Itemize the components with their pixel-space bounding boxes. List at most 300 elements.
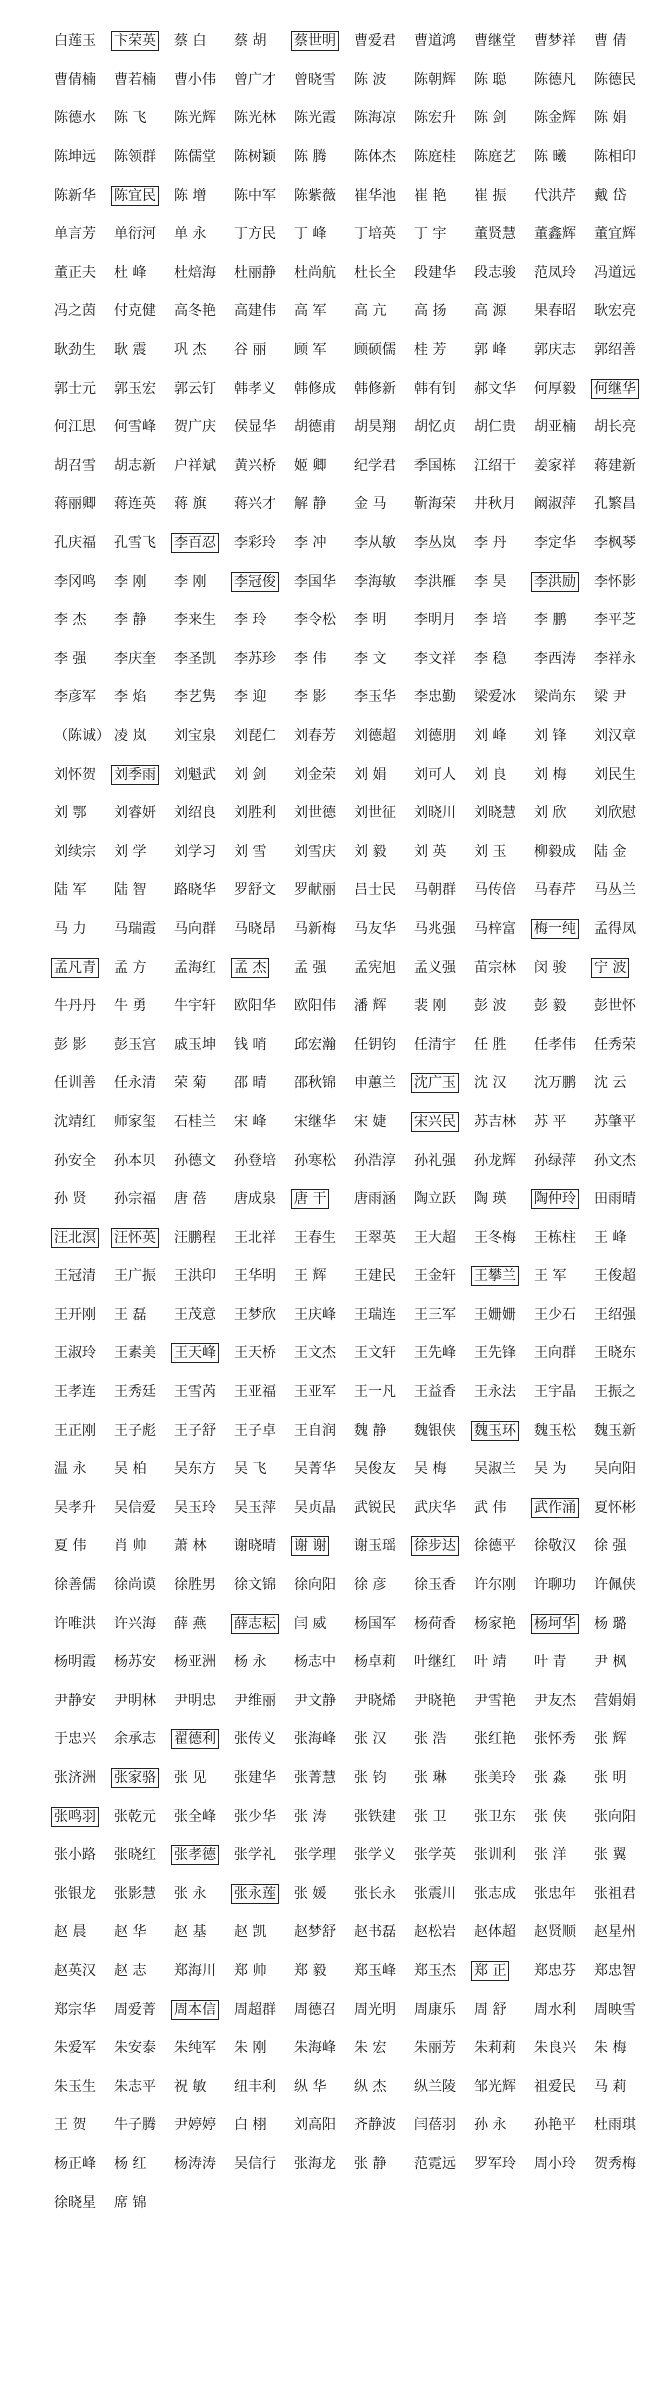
name-text: 宋 婕 [354,1113,387,1130]
name-text: 朱莉莉 [474,2040,516,2057]
name-text: 邵 晴 [234,1075,267,1092]
name-cell [174,997,234,1015]
name-cell [234,2078,294,2096]
name-cell [534,2155,594,2173]
name-text: 欧阳华 [234,998,276,1015]
name-cell [354,688,414,706]
name-cell [474,1730,534,1748]
name-text: 翟德利 [171,1729,219,1749]
name-row [54,562,653,601]
name-text: 王 峰 [594,1229,627,1246]
name-cell [54,2001,114,2019]
name-text: 张全峰 [174,1808,216,1825]
name-text: 李 刚 [174,573,207,590]
name-text: 魏 静 [354,1422,387,1439]
name-text: 王一凡 [354,1384,396,1401]
name-row [54,1296,653,1335]
name-text: 牛丹丹 [54,998,96,1015]
name-text: 何厚毅 [534,380,576,397]
name-cell [294,1306,354,1324]
name-text: 沈 汉 [474,1075,507,1092]
name-text: 刘 玉 [474,843,507,860]
name-cell [294,804,354,822]
name-text: 谢 谢 [291,1536,329,1556]
name-cell [174,2155,234,2173]
name-text: 王向群 [534,1345,576,1362]
boxed-name-cell [234,573,294,591]
name-text: 马瑞霞 [114,920,156,937]
name-cell [414,1383,474,1401]
name-row [54,99,653,138]
name-text: 吴孝升 [54,1499,96,1516]
name-text: 曹 倩 [594,33,627,50]
name-cell [414,148,474,166]
name-text: 张 辉 [594,1731,627,1748]
name-text: 彭世怀 [594,998,636,1015]
name-text: 张 永 [174,1885,207,1902]
name-cell [234,1074,294,1092]
name-cell [114,881,174,899]
name-cell [234,1576,294,1594]
name-text: 谷 丽 [234,342,267,359]
name-cell [414,1769,474,1787]
name-cell [474,804,534,822]
name-text: 解 静 [294,496,327,513]
name-cell [174,1769,234,1787]
name-cell [594,1537,654,1555]
name-text: 郭玉宏 [114,380,156,397]
name-cell [354,1190,414,1208]
name-text: 营娟娟 [594,1692,636,1709]
name-text: 沈 云 [594,1075,627,1092]
name-text: 高 扬 [414,303,447,320]
name-text: 张菁慧 [294,1770,336,1787]
name-text: 彭 影 [54,1036,87,1053]
name-cell [534,225,594,243]
name-cell [294,71,354,89]
name-text: 王 辉 [294,1268,327,1285]
name-text: 周水利 [534,2001,576,2018]
name-text: 朱志平 [114,2078,156,2095]
name-cell [234,1962,294,1980]
name-text: 户祥斌 [174,457,216,474]
name-text: 崔 艳 [414,187,447,204]
name-text: 张向阳 [594,1808,636,1825]
name-text: 周爱菁 [114,2001,156,2018]
name-cell [474,997,534,1015]
name-cell [534,1962,594,1980]
name-cell [474,1344,534,1362]
name-text: 高 源 [474,303,507,320]
name-cell [114,1962,174,1980]
name-cell [534,418,594,436]
name-text: 陈海凉 [354,110,396,127]
name-text: 郭士元 [54,380,96,397]
name-text: 苏吉林 [474,1113,516,1130]
name-cell [534,2039,594,2057]
name-cell [294,920,354,938]
name-cell [414,1808,474,1826]
name-row [54,1257,653,1296]
name-cell [114,920,174,938]
name-cell [474,1190,534,1208]
name-cell [174,920,234,938]
name-cell [354,1113,414,1131]
name-text: 何继华 [591,379,639,399]
boxed-name-cell [114,32,174,50]
name-cell [354,187,414,205]
name-cell [54,1074,114,1092]
name-cell [474,495,534,513]
name-text: 王淑玲 [54,1345,96,1362]
name-cell [594,32,654,50]
name-cell [294,1152,354,1170]
name-text: 陶仲玲 [531,1189,579,1209]
name-cell [534,843,594,861]
name-cell [174,766,234,784]
name-cell [414,1615,474,1633]
name-text: 朱安泰 [114,2040,156,2057]
name-cell [414,2155,474,2173]
name-row [54,1103,653,1142]
name-text: 张学理 [294,1847,336,1864]
name-row [54,2183,653,2222]
name-cell [174,1422,234,1440]
boxed-name-cell [594,959,654,977]
name-text: 蔡 胡 [234,33,267,50]
name-text: 杨荷香 [414,1615,456,1632]
name-cell [114,727,174,745]
name-cell [414,611,474,629]
boxed-name-cell [114,1769,174,1787]
name-cell [294,225,354,243]
name-cell [534,2078,594,2096]
name-cell [474,187,534,205]
name-cell [414,1152,474,1170]
name-cell [354,418,414,436]
name-text: 江绍干 [474,457,516,474]
name-cell [234,1923,294,1941]
name-text: 李西涛 [534,650,576,667]
name-cell [534,1885,594,1903]
name-cell [54,418,114,436]
name-text: 张 翼 [594,1847,627,1864]
name-row [54,1373,653,1412]
boxed-name-cell [414,1074,474,1092]
name-cell [594,1808,654,1826]
name-cell [594,148,654,166]
name-text: 杜 峰 [114,264,147,281]
name-text: 代洪芹 [534,187,576,204]
name-cell [294,1615,354,1633]
name-cell [174,418,234,436]
name-cell [534,457,594,475]
name-cell [294,1962,354,1980]
name-text: 张银龙 [54,1885,96,1902]
name-cell [234,534,294,552]
name-text: 孙浩淳 [354,1152,396,1169]
name-cell [474,611,534,629]
name-text: 张红艳 [474,1731,516,1748]
name-text: 刘春芳 [294,727,336,744]
name-cell [294,2116,354,2134]
name-text: 杨 红 [114,2155,147,2172]
name-text: 张海峰 [294,1731,336,1748]
name-cell [174,1074,234,1092]
name-text: 郑 正 [471,1961,509,1981]
name-text: 孙龙辉 [474,1152,516,1169]
name-cell [174,380,234,398]
name-cell [54,109,114,127]
name-text: 王少石 [534,1306,576,1323]
name-text: 王瑞连 [354,1306,396,1323]
name-cell [294,1036,354,1054]
name-text: 杜焙海 [174,264,216,281]
name-text: 李 杰 [54,612,87,629]
name-cell [414,418,474,436]
name-text: 单 永 [174,226,207,243]
name-text: 孙文杰 [594,1152,636,1169]
name-cell [174,1808,234,1826]
name-cell [354,1769,414,1787]
name-text: 李丛岚 [414,535,456,552]
name-cell [534,804,594,822]
name-text: 马兆强 [414,920,456,937]
name-text: 刘绍良 [174,805,216,822]
name-text: 李令松 [294,612,336,629]
name-text: 杨 永 [234,1654,267,1671]
name-cell [234,457,294,475]
name-cell [414,843,474,861]
boxed-name-cell [114,1229,174,1247]
name-text: 郑玉峰 [354,1962,396,1979]
name-cell [354,2039,414,2057]
name-text: 陈紫薇 [294,187,336,204]
name-text: 徐文锦 [234,1577,276,1594]
name-row [54,2106,653,2145]
name-cell [294,2039,354,2057]
name-text: 马新梅 [294,920,336,937]
name-text: 刘 梅 [534,766,567,783]
name-text: 苏肇平 [594,1113,636,1130]
name-text: 刘魁武 [174,766,216,783]
name-text: 孙登培 [234,1152,276,1169]
name-text: 张学英 [414,1847,456,1864]
name-text: 肖 帅 [114,1538,147,1555]
name-cell [54,1615,114,1633]
boxed-name-cell [174,1730,234,1748]
name-cell [354,959,414,977]
name-text: 纵 杰 [354,2078,387,2095]
name-text: 刘 学 [114,843,147,860]
name-text: 席 锦 [114,2194,147,2211]
name-cell [474,1692,534,1710]
name-text: 张怀秀 [534,1731,576,1748]
name-cell [414,1692,474,1710]
name-text: 王洪印 [174,1268,216,1285]
name-text: 赵 华 [114,1924,147,1941]
name-row [54,138,653,177]
name-text: 冯之茵 [54,303,96,320]
name-text: 侯显华 [234,419,276,436]
name-cell [234,1730,294,1748]
name-cell [354,1036,414,1054]
name-cell [294,573,354,591]
name-cell [594,1460,654,1478]
name-text: 徐德平 [474,1538,516,1555]
name-text: 张 明 [594,1770,627,1787]
name-text: 刘宝泉 [174,727,216,744]
name-row [54,369,653,408]
name-cell [414,2078,474,2096]
name-text: 张学义 [354,1847,396,1864]
name-cell [114,1499,174,1517]
name-text: 王素美 [114,1345,156,1362]
name-cell [474,2039,534,2057]
name-text: 巩 杰 [174,342,207,359]
name-text: 姜家祥 [534,457,576,474]
name-cell [54,1846,114,1864]
name-cell [54,225,114,243]
name-cell [354,495,414,513]
name-text: 吴信爱 [114,1499,156,1516]
name-cell [294,418,354,436]
name-text: 徐尚谟 [114,1577,156,1594]
name-text: 何江思 [54,419,96,436]
name-text: 郑海川 [174,1962,216,1979]
name-text: 徐向阳 [294,1577,336,1594]
name-cell [114,1152,174,1170]
name-cell [114,688,174,706]
name-text: 陆 金 [594,843,627,860]
name-text: 牛宇轩 [174,998,216,1015]
name-cell [534,1923,594,1941]
name-cell [174,1653,234,1671]
name-text: 丁 峰 [294,226,327,243]
name-row [54,1913,653,1952]
name-text: 胡亚楠 [534,419,576,436]
name-cell [594,1229,654,1247]
name-text: 刘 毅 [354,843,387,860]
name-text: 陈中军 [234,187,276,204]
name-text: 陈坤远 [54,149,96,166]
name-text: 梁尚东 [534,689,576,706]
name-text: 耿劲生 [54,342,96,359]
name-cell [54,32,114,50]
name-text: 吴菁华 [294,1461,336,1478]
name-text: 曹梦祥 [534,33,576,50]
name-text: 李 刚 [114,573,147,590]
name-text: 陈德水 [54,110,96,127]
name-cell [354,32,414,50]
name-cell [534,1152,594,1170]
name-row [54,61,653,100]
name-text: 曾晓雪 [294,71,336,88]
boxed-name-cell [294,1190,354,1208]
name-cell [234,1190,294,1208]
name-text: 温 永 [54,1461,87,1478]
boxed-name-cell [174,534,234,552]
name-cell [54,495,114,513]
name-cell [474,71,534,89]
name-text: 赵贤顺 [534,1924,576,1941]
name-text: 刘 峰 [474,727,507,744]
name-cell [594,1730,654,1748]
name-text: 李 焰 [114,689,147,706]
name-text: 宋兴民 [411,1112,459,1132]
name-row [54,1643,653,1682]
name-text: 王文杰 [294,1345,336,1362]
name-cell [594,1769,654,1787]
name-cell [354,766,414,784]
name-text: 孟凡青 [51,958,99,978]
name-text: 尹婷婷 [174,2117,216,2134]
name-row [54,215,653,254]
name-cell [534,2116,594,2134]
name-text: 王俊超 [594,1268,636,1285]
name-text: 吴玉玲 [174,1499,216,1516]
name-text: 蒋连英 [114,496,156,513]
name-text: 李洪雁 [414,573,456,590]
name-cell [54,1113,114,1131]
name-cell [234,1306,294,1324]
name-cell [294,534,354,552]
name-cell [174,2078,234,2096]
name-cell [234,1808,294,1826]
name-text: 许佩侠 [594,1577,636,1594]
name-cell [354,727,414,745]
name-cell [414,1460,474,1478]
name-cell [114,2039,174,2057]
name-cell [594,843,654,861]
name-text: 许唯洪 [54,1615,96,1632]
name-cell [294,302,354,320]
name-text: 孙宗福 [114,1191,156,1208]
name-cell [474,1113,534,1131]
name-cell [54,611,114,629]
name-cell [294,650,354,668]
name-text: 黄兴桥 [234,457,276,474]
name-text: 马友华 [354,920,396,937]
name-cell [594,264,654,282]
name-cell [414,650,474,668]
name-cell [474,1499,534,1517]
name-row [54,1141,653,1180]
name-cell [414,688,474,706]
name-text: 高冬艳 [174,303,216,320]
boxed-name-cell [594,380,654,398]
name-cell [354,1808,414,1826]
name-cell [294,766,354,784]
name-text: 吴 柏 [114,1461,147,1478]
name-cell [474,1885,534,1903]
name-cell [474,109,534,127]
name-cell [474,1229,534,1247]
name-cell [54,2078,114,2096]
name-cell [114,1576,174,1594]
name-text: 郑 毅 [294,1962,327,1979]
name-text: 李国华 [294,573,336,590]
name-text: 李 培 [474,612,507,629]
name-cell [174,1267,234,1285]
name-text: 闫蓓羽 [414,2117,456,2134]
boxed-name-cell [234,1885,294,1903]
name-text: 魏玉环 [471,1421,519,1441]
name-text: 吴向阳 [594,1461,636,1478]
name-text: 王三军 [414,1306,456,1323]
name-cell [534,109,594,127]
name-text: 胡忆贞 [414,419,456,436]
